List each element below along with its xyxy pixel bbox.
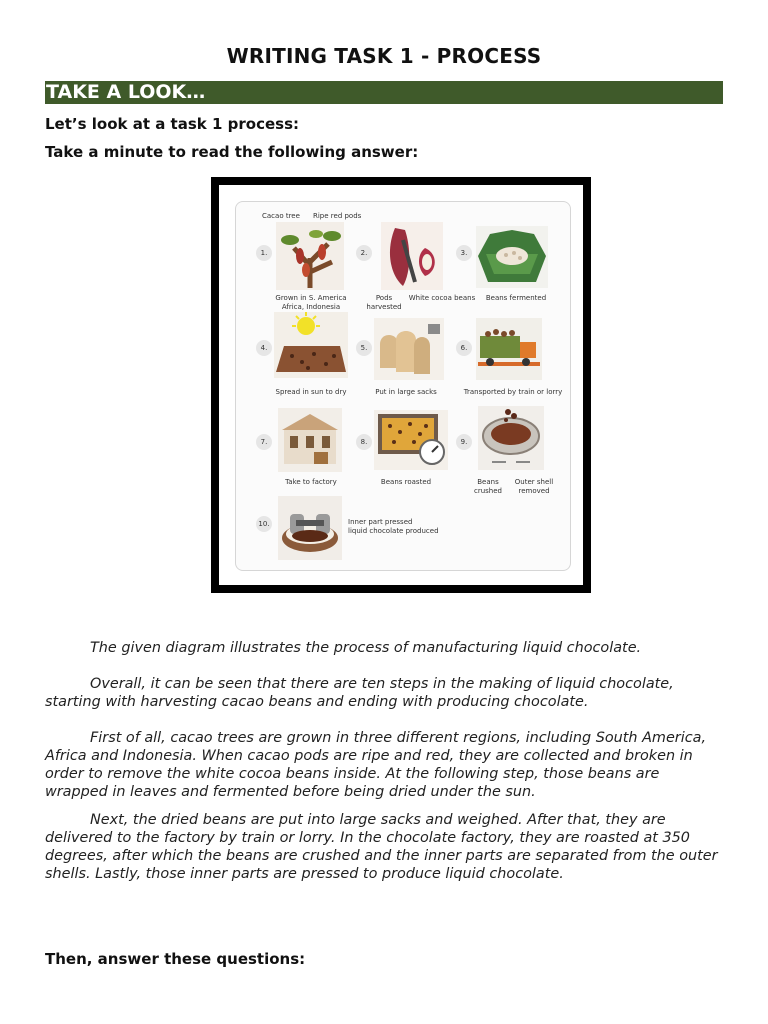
- caption-step-8: Beans roasted: [380, 478, 432, 486]
- caption-step-2: Pods harvested: [366, 294, 402, 311]
- essay-paragraph-1: The given diagram illustrates the process of manufacturing liquid chocolate.: [90, 640, 642, 656]
- caption-step-2b: White cocoa beans: [408, 294, 476, 302]
- step-number-1: 1.: [256, 245, 272, 261]
- essay-paragraph-2: Overall, it can be seen that there are ten steps in the making of liquid chocolate, starting with harvesting cacao beans and ending with producing chocolate.: [45, 676, 674, 710]
- intro-line-1: Let’s look at a task 1 process:: [45, 115, 299, 133]
- caption-step-9: Beans crushed: [474, 478, 502, 495]
- caption-step-3: Beans fermented: [485, 294, 547, 302]
- caption-step-10: Inner part pressed liquid chocolate produced: [348, 518, 439, 535]
- step-number-2: 2.: [356, 245, 372, 261]
- essay-paragraph-3: First of all, cacao trees are grown in three different regions, including South America, Africa and Indonesia. When cacao pods are ripe and red, they are collected and broken in order to remove the white cocoa beans inside. At the following step, those beans are wrapped in leaves and fermented before being dried under the sun.: [45, 730, 707, 800]
- caption-step-7: Take to factory: [285, 478, 337, 486]
- crushing-illustration: [478, 406, 544, 470]
- label-cacao-tree: Cacao tree: [262, 212, 300, 220]
- roasting-illustration: [374, 410, 448, 470]
- caption-step-1: Grown in S. America Africa, Indonesia: [275, 294, 347, 311]
- caption-step-4: Spread in sun to dry: [275, 388, 347, 396]
- essay-paragraph-4: Next, the dried beans are put into large sacks and weighed. After that, they are delivered to the factory by train or lorry. In the chocolate factory, they are roasted at 350 degrees, after which the beans are crushed and the inner parts are separated from the outer shells. Lastly, those inner parts are pressed to produce liquid chocolate.: [45, 812, 718, 882]
- step-number-7: 7.: [256, 434, 272, 450]
- process-diagram: [211, 177, 591, 593]
- page-title: WRITING TASK 1 - PROCESS: [226, 44, 542, 68]
- step-number-5: 5.: [356, 340, 372, 356]
- step-number-9: 9.: [456, 434, 472, 450]
- questions-prompt: Then, answer these questions:: [45, 950, 306, 968]
- caption-step-5: Put in large sacks: [375, 388, 437, 396]
- diagram-panel: [235, 201, 571, 571]
- pod-harvest-illustration: [381, 222, 443, 290]
- step-number-3: 3.: [456, 245, 472, 261]
- step-number-4: 4.: [256, 340, 272, 356]
- step-number-6: 6.: [456, 340, 472, 356]
- fermentation-illustration: [476, 226, 548, 288]
- section-banner: TAKE A LOOK…: [45, 81, 723, 104]
- intro-line-2: Take a minute to read the following answer:: [45, 143, 419, 161]
- lorry-illustration: [476, 318, 542, 380]
- caption-step-9b: Outer shell removed: [514, 478, 554, 495]
- sacks-illustration: [374, 318, 444, 380]
- sun-drying-illustration: [274, 312, 348, 378]
- label-ripe-pods: Ripe red pods: [313, 212, 362, 220]
- factory-illustration: [278, 408, 342, 472]
- step-number-10: 10.: [256, 516, 272, 532]
- cacao-tree-illustration: [276, 222, 344, 290]
- step-number-8: 8.: [356, 434, 372, 450]
- caption-step-6: Transported by train or lorry: [463, 388, 563, 396]
- press-illustration: [278, 496, 342, 560]
